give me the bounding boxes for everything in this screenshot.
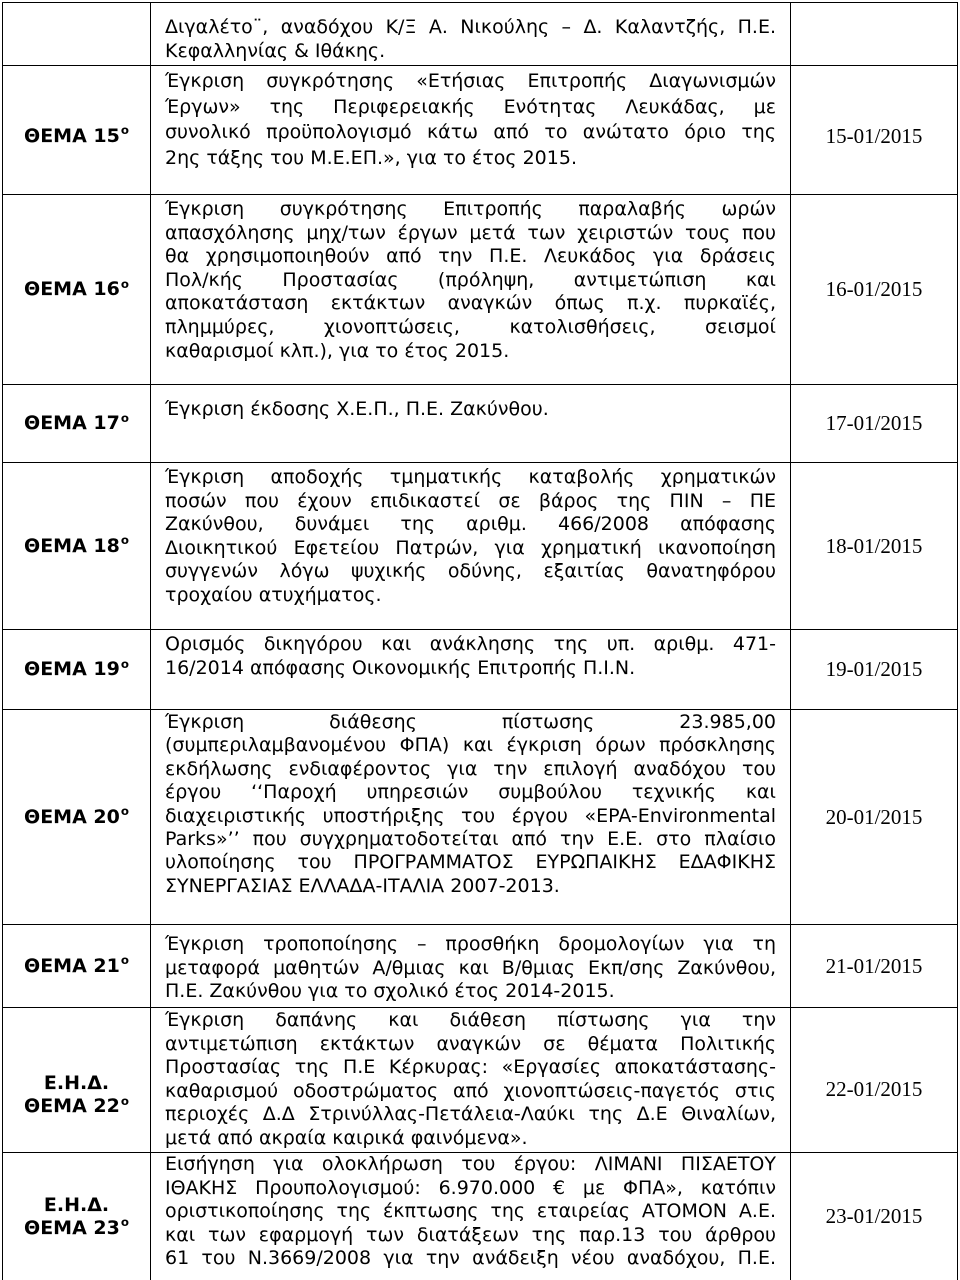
description-line: υλοποίησης του ΠΡΟΓΡΑΜΜΑΤΟΣ ΕΥΡΩΠΑΙΚΗΣ ΕΔΑΦΙΚΗΣ bbox=[165, 851, 776, 874]
topic-label-cell bbox=[3, 195, 151, 384]
description-line: Διγαλέτο¨, αναδόχου Κ/Ξ Α. Νικούλης – Δ. Καλαντζής, Π.Ε. bbox=[165, 16, 776, 38]
topic-label bbox=[24, 125, 129, 148]
topic-description bbox=[151, 1008, 791, 1152]
description-line: έργου ‘‘Παροχή υπηρεσιών συμβούλου τεχνικής και bbox=[165, 781, 776, 804]
urgent-topic-prefix: Ε.Η.Δ. bbox=[43, 1193, 110, 1216]
description-line: ΙΘΑΚΗΣ Προυπολογισμού: 6.970.000 € με ΦΠΑ», κατόπιν bbox=[165, 1176, 776, 1199]
topic-label bbox=[24, 535, 129, 558]
topic-number: ΘΕΜΑ 15 bbox=[24, 124, 120, 147]
description-line: Έργων» της Περιφερειακής Ενότητας Λευκάδας, με bbox=[165, 95, 776, 118]
description-line: Έγκριση συγκρότησης «Ετήσιας Επιτροπής Διαγωνισμών bbox=[165, 70, 776, 92]
topic-label-cell bbox=[3, 1153, 151, 1280]
date-cell bbox=[791, 195, 957, 384]
description-line: ΣΥΝΕΡΓΑΣΙΑΣ ΕΛΛΑΔΑ-ΙΤΑΛΙΑ 2007-2013. bbox=[165, 874, 560, 897]
topic-label-cell bbox=[3, 3, 151, 65]
description-line: 2ης τάξης του Μ.Ε.ΕΠ.», για το έτος 2015. bbox=[165, 146, 577, 169]
topic-label bbox=[24, 955, 129, 978]
agenda-row bbox=[3, 66, 957, 195]
topic-description bbox=[151, 630, 791, 709]
agenda-row bbox=[3, 1153, 957, 1280]
topic-description bbox=[151, 3, 791, 65]
topic-number: ΘΕΜΑ 16 bbox=[24, 278, 120, 300]
topic-description bbox=[151, 710, 791, 924]
agenda-row bbox=[3, 630, 957, 710]
topic-number: ΘΕΜΑ 19 bbox=[24, 658, 120, 680]
topic-number: ΘΕΜΑ 17 bbox=[24, 412, 120, 434]
date-cell bbox=[791, 710, 957, 924]
ordinal-suffix: ο bbox=[120, 1093, 129, 1108]
description-line: απασχόλησης μηχ/των έργων μετά των χειριστών τους που bbox=[165, 221, 776, 244]
topic-label-cell bbox=[3, 630, 151, 709]
description-line: τροχαίου ατυχήματος. bbox=[165, 583, 382, 606]
date-cell bbox=[791, 3, 957, 65]
topic-description bbox=[151, 66, 791, 194]
description-line: συνολικό προϋπολογισμό κάτω από το ανώτατο όριο της bbox=[165, 121, 776, 143]
description-line: μετά από ακραία καιρικά φαινόμενα». bbox=[165, 1126, 528, 1149]
ordinal-suffix: ο bbox=[120, 1215, 129, 1230]
description-line: θα χρησιμοποιηθούν από την Π.Ε. Λευκάδος για δράσεις bbox=[165, 245, 776, 268]
description-line: μεταφορά μαθητών Α/θμιας και Β/θμιας Εκπ/σης Ζακύνθου, bbox=[165, 956, 776, 979]
topic-label-cell bbox=[3, 710, 151, 924]
date-cell bbox=[791, 630, 957, 709]
topic-label-cell bbox=[3, 1008, 151, 1152]
ordinal-suffix: ο bbox=[120, 953, 129, 968]
topic-description bbox=[151, 925, 791, 1007]
topic-description bbox=[151, 195, 791, 384]
topic-label-cell bbox=[3, 463, 151, 629]
description-line: Π.Ε. Ζακύνθου για το σχολικό έτος 2014-2015. bbox=[165, 980, 615, 1003]
description-line: αντιμετώπιση εκτάκτων αναγκών σε θέματα Πολιτικής bbox=[165, 1032, 776, 1055]
description-line: αποκατάσταση εκτάκτων αναγκών όπως π.χ. πυρκαϊές, bbox=[165, 292, 776, 315]
ordinal-suffix: ο bbox=[120, 656, 129, 671]
agenda-row bbox=[3, 463, 957, 630]
date-cell bbox=[791, 66, 957, 194]
date-code: 17-01/2015 bbox=[825, 411, 923, 435]
topic-label bbox=[24, 806, 129, 829]
topic-number: ΘΕΜΑ 21 bbox=[24, 954, 120, 977]
description-line: ποσών που έχουν επιδικαστεί σε βάρος της ΠΙΝ – ΠΕ bbox=[165, 489, 776, 512]
topic-label bbox=[24, 412, 129, 435]
agenda-row bbox=[3, 385, 957, 463]
topic-label bbox=[24, 1217, 129, 1240]
topic-label bbox=[24, 278, 129, 301]
description-line: διαχειριστικής υποστήριξης του έργου «EPA-Environmental bbox=[165, 804, 776, 827]
description-line: 61 του Ν.3669/2008 για την ανάδειξη νέου αναδόχου, Π.Ε. bbox=[165, 1247, 776, 1270]
description-line: Προστασίας της Π.Ε Κέρκυρας: «Εργασίες αποκατάστασης- bbox=[165, 1056, 776, 1079]
topic-label bbox=[24, 1095, 129, 1118]
agenda-row bbox=[3, 710, 957, 925]
description-line: οριστικοποίησης της έκπτωσης της εταιρείας ΑΤΟΜΟΝ Α.Ε. bbox=[165, 1200, 776, 1223]
agenda-row bbox=[3, 195, 957, 385]
description-line: Εισήγηση για ολοκλήρωση του έργου: ΛΙΜΑΝΙ ΠΙΣΑΕΤΟΥ bbox=[165, 1153, 776, 1175]
description-line: Πολ/κής Προστασίας (πρόληψη, αντιμετώπιση και bbox=[165, 268, 776, 291]
topic-description bbox=[151, 463, 791, 629]
description-line: καθαρισμοί κλπ.), για το έτος 2015. bbox=[165, 339, 510, 362]
topic-number: ΘΕΜΑ 20 bbox=[24, 805, 120, 828]
description-line: (συμπεριλαμβανομένου ΦΠΑ) και έγκριση όρων πρόσκλησης bbox=[165, 734, 776, 757]
ordinal-suffix: ο bbox=[120, 123, 129, 138]
date-cell bbox=[791, 1153, 957, 1280]
date-code: 19-01/2015 bbox=[825, 657, 923, 681]
date-cell bbox=[791, 1008, 957, 1152]
topic-number: ΘΕΜΑ 22 bbox=[24, 1095, 120, 1117]
description-line: καθαρισμού οδοστρώματος από χιονοπτώσεις-παγετός στις bbox=[165, 1079, 776, 1102]
ordinal-suffix: ο bbox=[120, 804, 129, 819]
topic-number: ΘΕΜΑ 23 bbox=[24, 1216, 120, 1239]
description-line: Έγκριση αποδοχής τμηματικής καταβολής χρηματικών bbox=[165, 466, 776, 488]
description-line: περιοχές Δ.Δ Στρινύλλας-Πετάλεια-Λαύκι της Δ.Ε Θιναλίων, bbox=[165, 1103, 776, 1126]
date-code: 20-01/2015 bbox=[825, 804, 923, 829]
ordinal-suffix: ο bbox=[120, 410, 129, 425]
ordinal-suffix: ο bbox=[120, 533, 129, 548]
description-line: Έγκριση έκδοσης Χ.Ε.Π., Π.Ε. Ζακύνθου. bbox=[165, 398, 549, 420]
topic-label-cell bbox=[3, 925, 151, 1007]
date-cell bbox=[791, 925, 957, 1007]
ordinal-suffix: ο bbox=[120, 276, 129, 291]
description-line: Έγκριση τροποποίησης – προσθήκη δρομολογίων για τη bbox=[165, 933, 776, 955]
description-line: πλημμύρες, χιονοπτώσεις, κατολισθήσεις, σεισμοί bbox=[165, 315, 776, 338]
agenda-row-continued bbox=[3, 3, 957, 66]
topic-label-cell bbox=[3, 66, 151, 194]
description-line: Parks»’’ που συγχρηματοδοτείται από την Ε.Ε. στο πλαίσιο bbox=[165, 828, 776, 851]
description-line: συγγενών λόγω ψυχικής οδύνης, εξαιτίας θανατηφόρου bbox=[165, 560, 776, 583]
agenda-table bbox=[2, 2, 958, 1280]
agenda-row bbox=[3, 1008, 957, 1153]
topic-label-cell bbox=[3, 385, 151, 462]
description-line: Έγκριση δαπάνης και διάθεση πίστωσης για την bbox=[165, 1009, 776, 1031]
date-cell bbox=[791, 463, 957, 629]
date-code: 16-01/2015 bbox=[825, 277, 923, 301]
description-line: Ζακύνθου, δυνάμει της αριθμ. 466/2008 απόφασης bbox=[165, 513, 776, 536]
date-code: 15-01/2015 bbox=[825, 123, 923, 148]
description-line: Κεφαλληνίας & Ιθάκης. bbox=[165, 39, 386, 62]
agenda-row bbox=[3, 925, 957, 1008]
date-code: 21-01/2015 bbox=[825, 953, 923, 978]
description-line: Διοικητικού Εφετείου Πατρών, για χρηματική ικανοποίηση bbox=[165, 536, 776, 559]
date-cell bbox=[791, 385, 957, 462]
description-line: Έγκριση συγκρότησης Επιτροπής παραλαβής ωρών bbox=[165, 198, 776, 220]
date-code: 23-01/2015 bbox=[825, 1204, 923, 1228]
topic-label bbox=[24, 658, 129, 681]
date-code: 22-01/2015 bbox=[825, 1076, 923, 1101]
urgent-topic-prefix: Ε.Η.Δ. bbox=[43, 1072, 110, 1094]
topic-description bbox=[151, 385, 791, 462]
description-line: εκδήλωσης ενδιαφέροντος για την επιλογή αναδόχου του bbox=[165, 757, 776, 780]
description-line: Ορισμός δικηγόρου και ανάκλησης της υπ. αριθμ. 471- bbox=[165, 633, 776, 655]
description-line: 16/2014 απόφασης Οικονομικής Επιτροπής Π.Ι.Ν. bbox=[165, 656, 636, 679]
date-code: 18-01/2015 bbox=[825, 533, 923, 558]
topic-number: ΘΕΜΑ 18 bbox=[24, 534, 120, 557]
topic-description bbox=[151, 1153, 791, 1280]
description-line: Έγκριση διάθεσης πίστωσης 23.985,00 bbox=[165, 711, 776, 733]
description-line: και των εφαρμογή των διατάξεων της παρ.13 του άρθρου bbox=[165, 1223, 776, 1246]
